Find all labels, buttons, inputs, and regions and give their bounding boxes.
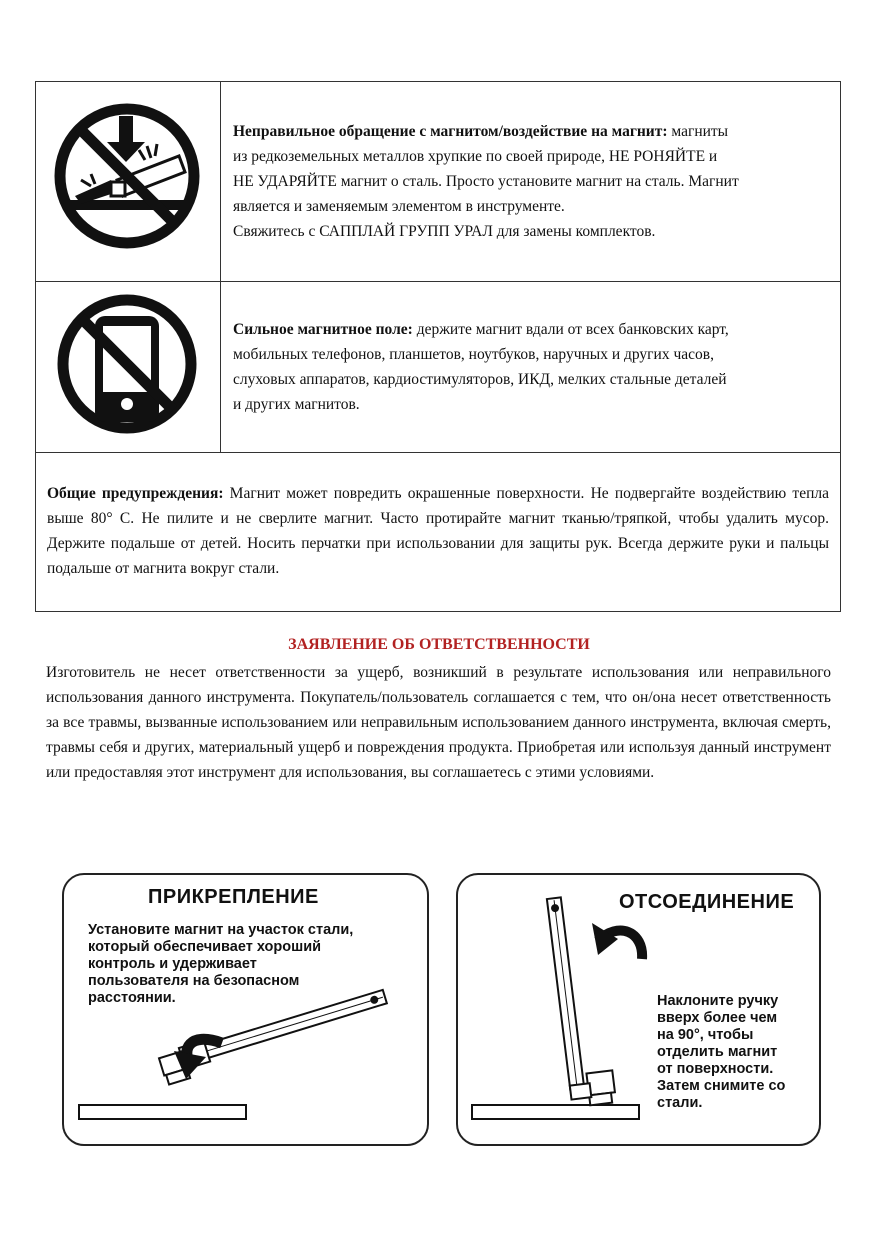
detach-text: Наклоните ручку вверх более чем на 90°, чтобы отделить магнит от поверхности. Затем снимите со стали. <box>657 993 786 1111</box>
warning-heading: Неправильное обращение с магнитом/воздействие на магнит: <box>233 123 668 140</box>
attach-text: Установите магнит на участок стали, который обеспечивает хороший контроль и удерживает пользователя на безопасном расстоянии. <box>88 922 354 1006</box>
attach-illustration <box>64 875 431 1148</box>
no-drop-magnet-icon <box>51 100 203 252</box>
warning-heading: Общие предупреждения: <box>47 485 224 502</box>
disclaimer-text: Изготовитель не несет ответственности за ущерб, возникший в результате использования или неправильного использования данного инструмента. Покупатель/пользователь соглашается с тем, что он/она несет ответственность за все травмы, вызванные использованием или неправильным использованием данного инструмента, включая смерть, травмы себя и других, материальный ущерб и повреждения продукта. Приобретая или используя данный инструмент или предоставляя этот инструмент для использования, вы соглашаетесь с этими условиями. <box>46 664 831 781</box>
warning-row-magnet-handling <box>36 82 840 282</box>
warning-row-magnetic-field <box>36 282 840 453</box>
detach-panel <box>456 873 821 1146</box>
attach-panel <box>62 873 429 1146</box>
detach-illustration <box>458 875 823 1148</box>
warning-text-general: Общие предупреждения: Магнит может повредить окрашенные поверхности. Не подвергайте воздействию тепла выше 80° С. Не пилите и не сверлите магнит. Часто протирайте магнит тканью/тряпкой, чтобы удалить мусор. Держите подальше от детей. Носить перчатки при использовании для защиты рук. Всегда держите руки и пальцы подальше от магнита вокруг стали. <box>47 485 829 577</box>
warning-row-general <box>36 453 840 611</box>
disclaimer-title: ЗАЯВЛЕНИЕ ОБ ОТВЕТСТВЕННОСТИ <box>288 636 590 653</box>
attach-title: ПРИКРЕПЛЕНИЕ <box>148 886 319 908</box>
warning-text-magnet-handling: Неправильное обращение с магнитом/воздействие на магнит: магниты из редкоземельных металлов хрупкие по своей природе, НЕ РОНЯЙТЕ и НЕ УДАРЯЙТЕ магнит о сталь. Просто установите магнит на сталь. Магнит является и заменяемым элементом в инструменте. Свяжитесь с САППЛАЙ ГРУПП УРАЛ для замены комплектов. <box>233 123 739 240</box>
warning-heading: Сильное магнитное поле: <box>233 321 413 338</box>
warnings-table <box>35 81 841 612</box>
no-phone-icon <box>51 294 203 434</box>
icon-cell <box>36 82 221 281</box>
icon-cell <box>36 282 221 452</box>
warning-text-magnetic-field: Сильное магнитное поле: держите магнит вдали от всех банковских карт, мобильных телефонов, планшетов, ноутбуков, наручных и других часов, слуховых аппаратов, кардиостимуляторов, ИКД, мелких стальные деталей и других магнитов. <box>233 321 729 413</box>
detach-title: ОТСОЕДИНЕНИЕ <box>619 891 795 913</box>
